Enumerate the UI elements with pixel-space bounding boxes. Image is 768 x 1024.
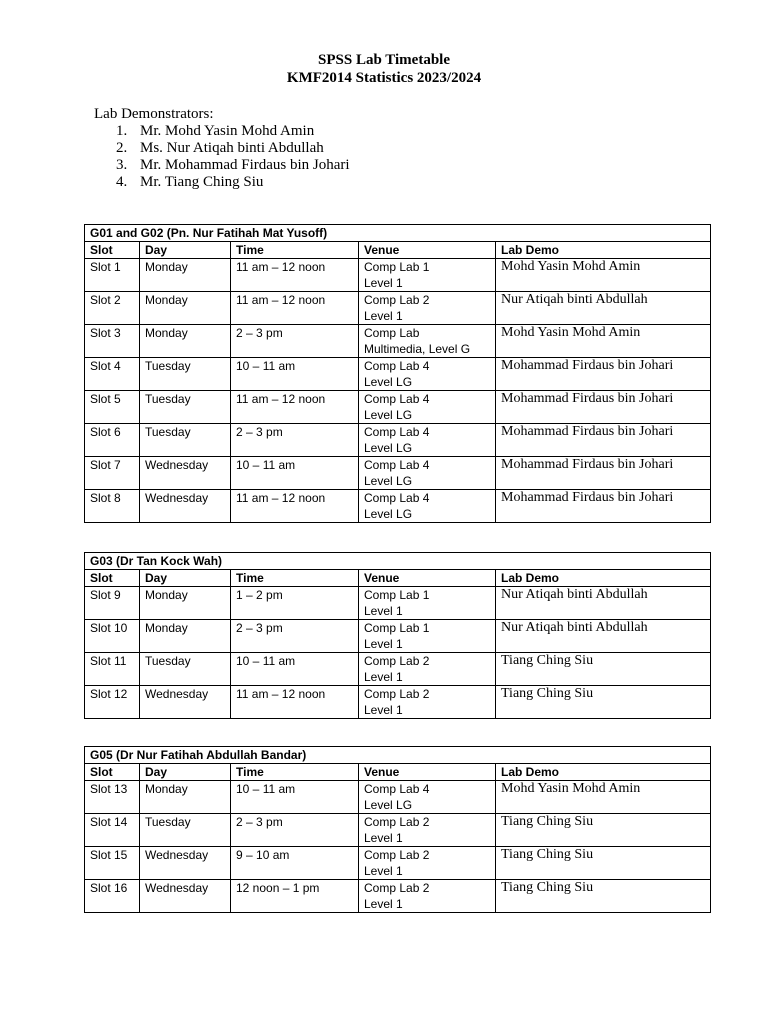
- venue-cell: [359, 587, 496, 620]
- time-cell: 2 – 3 pm: [231, 325, 359, 358]
- slot-cell: Slot 14: [85, 814, 140, 847]
- venue-cell: [359, 620, 496, 653]
- venue-cell: [359, 490, 496, 523]
- time-column-header: Time: [231, 242, 359, 259]
- slot-cell: Slot 6: [85, 424, 140, 457]
- demonstrator-name: Ms. Nur Atiqah binti Abdullah: [140, 140, 324, 156]
- time-column-header: Time: [231, 570, 359, 587]
- day-cell: Tuesday: [140, 424, 231, 457]
- slot-cell: Slot 12: [85, 686, 140, 719]
- day-cell: Monday: [140, 781, 231, 814]
- lab-demo-cell: Mohd Yasin Mohd Amin: [496, 325, 711, 358]
- table-row: [85, 424, 711, 457]
- venue-level: Level 1: [364, 670, 403, 684]
- day-cell: Wednesday: [140, 880, 231, 913]
- venue-cell: [359, 358, 496, 391]
- venue-cell: [359, 653, 496, 686]
- venue-cell: [359, 880, 496, 913]
- slot-cell: Slot 8: [85, 490, 140, 523]
- table-row: [85, 587, 711, 620]
- venue-name: Comp Lab 2: [364, 293, 430, 307]
- venue-level: Level LG: [364, 441, 413, 455]
- day-column-header: Day: [140, 764, 231, 781]
- lab-demo-cell: Nur Atiqah binti Abdullah: [496, 620, 711, 653]
- lab-demo-cell: Tiang Ching Siu: [496, 814, 711, 847]
- time-cell: 11 am – 12 noon: [231, 686, 359, 719]
- venue-column-header: Venue: [359, 242, 496, 259]
- venue-name: Comp Lab 4: [364, 458, 430, 472]
- group-title: G01 and G02 (Pn. Nur Fatihah Mat Yusoff): [85, 225, 711, 242]
- venue-cell: [359, 457, 496, 490]
- time-cell: 10 – 11 am: [231, 457, 359, 490]
- venue-level: Level 1: [364, 831, 403, 845]
- slot-cell: Slot 5: [85, 391, 140, 424]
- time-cell: 2 – 3 pm: [231, 424, 359, 457]
- table-row: [85, 457, 711, 490]
- list-number: 1.: [116, 123, 128, 139]
- venue-cell: [359, 814, 496, 847]
- list-number: 3.: [116, 157, 128, 173]
- venue-column-header: Venue: [359, 570, 496, 587]
- day-cell: Tuesday: [140, 358, 231, 391]
- slot-column-header: Slot: [85, 242, 140, 259]
- table-row: [85, 292, 711, 325]
- time-cell: 2 – 3 pm: [231, 620, 359, 653]
- header-row: [85, 242, 711, 259]
- header-row: [85, 764, 711, 781]
- time-cell: 10 – 11 am: [231, 653, 359, 686]
- timetable-g05: [84, 746, 711, 913]
- table-row: [85, 620, 711, 653]
- table-row: [85, 880, 711, 913]
- venue-name: Comp Lab 2: [364, 654, 430, 668]
- demonstrator-name: Mr. Mohammad Firdaus bin Johari: [140, 157, 350, 173]
- lab-demo-cell: Mohd Yasin Mohd Amin: [496, 259, 711, 292]
- venue-cell: [359, 259, 496, 292]
- venue-cell: [359, 292, 496, 325]
- lab-demo-cell: Mohammad Firdaus bin Johari: [496, 424, 711, 457]
- venue-cell: [359, 424, 496, 457]
- venue-column-header: Venue: [359, 764, 496, 781]
- demonstrator-item: [116, 140, 350, 157]
- lab-demo-cell: Tiang Ching Siu: [496, 847, 711, 880]
- day-cell: Wednesday: [140, 457, 231, 490]
- table-row: [85, 358, 711, 391]
- time-cell: 12 noon – 1 pm: [231, 880, 359, 913]
- table-row: [85, 653, 711, 686]
- day-cell: Monday: [140, 620, 231, 653]
- group-title-row: [85, 747, 711, 764]
- document-subtitle: KMF2014 Statistics 2023/2024: [286, 70, 482, 86]
- venue-level: Level LG: [364, 474, 413, 488]
- venue-cell: [359, 847, 496, 880]
- table-row: [85, 391, 711, 424]
- venue-cell: [359, 781, 496, 814]
- day-column-header: Day: [140, 242, 231, 259]
- venue-name: Comp Lab 4: [364, 392, 430, 406]
- venue-cell: [359, 325, 496, 358]
- venue-name: Comp Lab 2: [364, 848, 430, 862]
- venue-name: Comp Lab 2: [364, 815, 430, 829]
- day-cell: Tuesday: [140, 653, 231, 686]
- time-cell: 2 – 3 pm: [231, 814, 359, 847]
- slot-cell: Slot 4: [85, 358, 140, 391]
- slot-cell: Slot 13: [85, 781, 140, 814]
- venue-level: Level LG: [364, 798, 413, 812]
- time-cell: 11 am – 12 noon: [231, 292, 359, 325]
- slot-cell: Slot 11: [85, 653, 140, 686]
- venue-name: Comp Lab 4: [364, 782, 430, 796]
- header-row: [85, 570, 711, 587]
- table-row: [85, 847, 711, 880]
- day-cell: Monday: [140, 259, 231, 292]
- time-cell: 10 – 11 am: [231, 358, 359, 391]
- table-row: [85, 781, 711, 814]
- time-cell: 11 am – 12 noon: [231, 259, 359, 292]
- venue-name: Comp Lab 1: [364, 621, 430, 635]
- day-cell: Wednesday: [140, 490, 231, 523]
- day-cell: Wednesday: [140, 686, 231, 719]
- lab-demo-column-header: Lab Demo: [496, 764, 711, 781]
- table-row: [85, 490, 711, 523]
- lab-demo-cell: Mohammad Firdaus bin Johari: [496, 391, 711, 424]
- demonstrator-item: [116, 123, 350, 140]
- venue-name: Comp Lab 2: [364, 881, 430, 895]
- table-row: [85, 259, 711, 292]
- slot-column-header: Slot: [85, 764, 140, 781]
- venue-name: Comp Lab 1: [364, 588, 430, 602]
- venue-level: Level 1: [364, 703, 403, 717]
- group-title-row: [85, 553, 711, 570]
- lab-demo-column-header: Lab Demo: [496, 570, 711, 587]
- lab-demo-cell: Mohammad Firdaus bin Johari: [496, 358, 711, 391]
- slot-column-header: Slot: [85, 570, 140, 587]
- venue-name: Comp Lab 2: [364, 687, 430, 701]
- venue-name: Comp Lab 4: [364, 425, 430, 439]
- time-cell: 9 – 10 am: [231, 847, 359, 880]
- day-cell: Monday: [140, 292, 231, 325]
- slot-cell: Slot 10: [85, 620, 140, 653]
- venue-level: Level 1: [364, 897, 403, 911]
- list-number: 2.: [116, 140, 128, 156]
- day-cell: Wednesday: [140, 847, 231, 880]
- slot-cell: Slot 2: [85, 292, 140, 325]
- venue-name: Comp Lab 4: [364, 491, 430, 505]
- venue-cell: [359, 391, 496, 424]
- venue-cell: [359, 686, 496, 719]
- time-cell: 11 am – 12 noon: [231, 490, 359, 523]
- time-cell: 11 am – 12 noon: [231, 391, 359, 424]
- time-column-header: Time: [231, 764, 359, 781]
- document-title: SPSS Lab Timetable: [318, 52, 450, 68]
- list-number: 4.: [116, 174, 128, 190]
- demonstrator-name: Mr. Tiang Ching Siu: [140, 174, 264, 190]
- timetable-g03: [84, 552, 711, 719]
- demonstrator-name: Mr. Mohd Yasin Mohd Amin: [140, 123, 315, 139]
- lab-demo-cell: Mohammad Firdaus bin Johari: [496, 457, 711, 490]
- lab-demo-cell: Nur Atiqah binti Abdullah: [496, 587, 711, 620]
- day-cell: Monday: [140, 587, 231, 620]
- slot-cell: Slot 9: [85, 587, 140, 620]
- lab-demo-cell: Mohammad Firdaus bin Johari: [496, 490, 711, 523]
- table-row: [85, 325, 711, 358]
- venue-level: Level LG: [364, 507, 413, 521]
- slot-cell: Slot 3: [85, 325, 140, 358]
- group-title: G05 (Dr Nur Fatihah Abdullah Bandar): [85, 747, 711, 764]
- time-cell: 10 – 11 am: [231, 781, 359, 814]
- slot-cell: Slot 7: [85, 457, 140, 490]
- lab-demo-cell: Tiang Ching Siu: [496, 880, 711, 913]
- slot-cell: Slot 16: [85, 880, 140, 913]
- group-title: G03 (Dr Tan Kock Wah): [85, 553, 711, 570]
- day-cell: Tuesday: [140, 391, 231, 424]
- demonstrators-label: Lab Demonstrators:: [94, 106, 214, 122]
- venue-level: Level 1: [364, 637, 403, 651]
- lab-demo-cell: Nur Atiqah binti Abdullah: [496, 292, 711, 325]
- day-column-header: Day: [140, 570, 231, 587]
- venue-level: Level 1: [364, 864, 403, 878]
- table-row: [85, 814, 711, 847]
- lab-demo-cell: Tiang Ching Siu: [496, 653, 711, 686]
- venue-name: Comp Lab: [364, 326, 420, 340]
- venue-level: Level 1: [364, 604, 403, 618]
- day-cell: Monday: [140, 325, 231, 358]
- time-cell: 1 – 2 pm: [231, 587, 359, 620]
- venue-level: Level 1: [364, 309, 403, 323]
- lab-demo-cell: Tiang Ching Siu: [496, 686, 711, 719]
- venue-level: Level LG: [364, 375, 413, 389]
- slot-cell: Slot 15: [85, 847, 140, 880]
- table-row: [85, 686, 711, 719]
- day-cell: Tuesday: [140, 814, 231, 847]
- venue-name: Comp Lab 1: [364, 260, 430, 274]
- slot-cell: Slot 1: [85, 259, 140, 292]
- demonstrator-item: [116, 174, 350, 191]
- demonstrators-list: [116, 123, 350, 191]
- demonstrator-item: [116, 157, 350, 174]
- venue-level: Multimedia, Level G: [364, 342, 471, 356]
- lab-demo-column-header: Lab Demo: [496, 242, 711, 259]
- group-title-row: [85, 225, 711, 242]
- lab-demo-cell: Mohd Yasin Mohd Amin: [496, 781, 711, 814]
- venue-level: Level 1: [364, 276, 403, 290]
- timetable-g01-g02: [84, 224, 711, 523]
- venue-name: Comp Lab 4: [364, 359, 430, 373]
- venue-level: Level LG: [364, 408, 413, 422]
